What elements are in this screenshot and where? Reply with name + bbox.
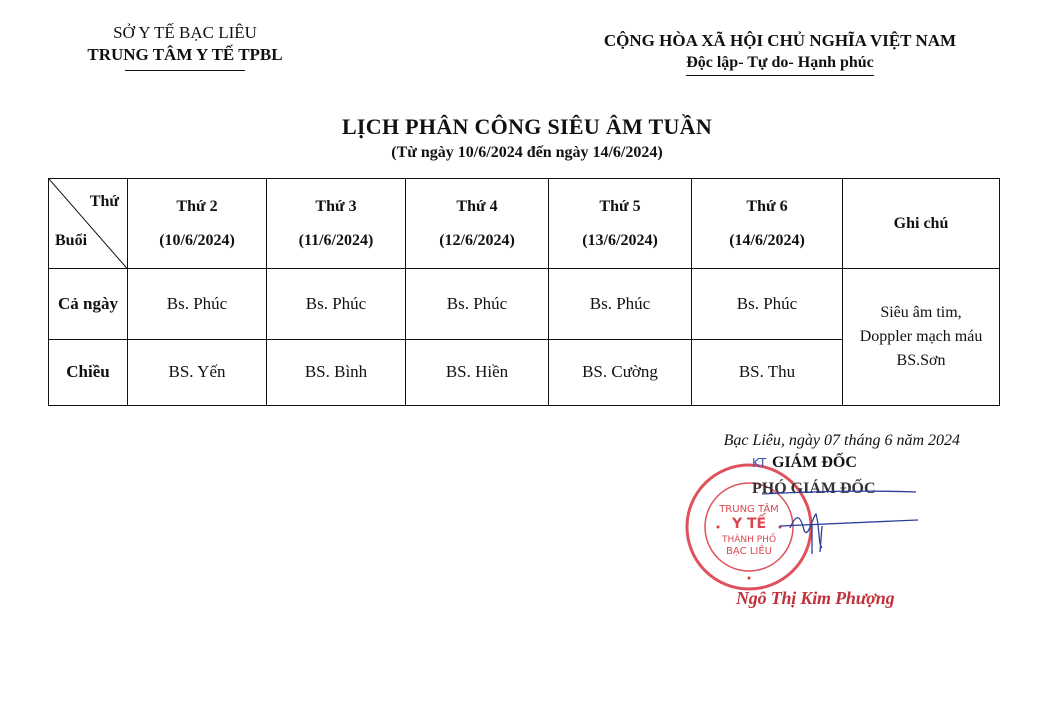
schedule-cell: Bs. Phúc: [406, 269, 549, 339]
day-name: Thứ 2: [176, 197, 218, 215]
schedule-cell: Bs. Phúc: [128, 269, 267, 339]
header-left-rule: [125, 70, 245, 71]
seal-line-4: BẠC LIÊU: [725, 546, 773, 557]
day-date: (10/6/2024): [159, 231, 235, 249]
director-title: GIÁM ĐỐC: [772, 454, 857, 471]
schedule-cell: BS. Cường: [549, 339, 692, 405]
schedule-cell: BS. Thu: [692, 339, 843, 405]
schedule-table: [48, 178, 1000, 406]
note-header: Ghi chú: [843, 179, 1000, 269]
day-header: [549, 179, 692, 269]
schedule-cell: Bs. Phúc: [549, 269, 692, 339]
day-date: (13/6/2024): [582, 231, 658, 249]
table-header-row: [49, 179, 1000, 269]
document-title: LỊCH PHÂN CÔNG SIÊU ÂM TUẦN: [341, 114, 713, 139]
schedule-cell: BS. Yến: [128, 339, 267, 405]
note-line: BS.Sơn: [896, 352, 946, 370]
national-title: CỘNG HÒA XÃ HỘI CHỦ NGHĨA VIỆT NAM: [603, 31, 957, 50]
seal-line-1: TRUNG TÂM: [719, 504, 779, 515]
corner-session-label: Buổi: [55, 232, 88, 250]
day-date: (14/6/2024): [729, 231, 805, 249]
session-label: Cả ngày: [49, 269, 128, 339]
note-cell: [843, 269, 1000, 406]
day-name: Thứ 5: [599, 197, 641, 215]
schedule-cell: Bs. Phúc: [267, 269, 406, 339]
seal-line-3: THÀNH PHỐ: [721, 535, 777, 545]
day-header: [267, 179, 406, 269]
schedule-cell: BS. Bình: [267, 339, 406, 405]
header-right: [560, 30, 1000, 76]
session-label: Chiều: [49, 339, 128, 405]
document-subtitle: (Từ ngày 10/6/2024 đến ngày 14/6/2024): [391, 144, 663, 161]
day-header: [406, 179, 549, 269]
agency-name: SỞ Y TẾ BẠC LIÊU: [113, 23, 257, 42]
handwritten-signature: [760, 478, 920, 558]
note-line: Doppler mạch máu: [859, 328, 983, 346]
seal-line-2: Y TẾ: [731, 516, 767, 532]
signer-name: Ngô Thị Kim Phượng: [736, 588, 895, 608]
table-row: [49, 269, 1000, 339]
day-header: [692, 179, 843, 269]
header-left: [40, 22, 330, 71]
national-motto: Độc lập- Tự do- Hạnh phúc: [686, 52, 874, 76]
day-header: [128, 179, 267, 269]
note-line: Siêu âm tim,: [880, 304, 962, 322]
day-name: Thứ 6: [746, 197, 788, 215]
day-date: (11/6/2024): [298, 231, 374, 249]
day-date: (12/6/2024): [439, 231, 515, 249]
kt-mark: KT: [752, 456, 767, 470]
corner-cell: [49, 179, 128, 269]
schedule-cell: BS. Hiền: [406, 339, 549, 405]
corner-day-label: Thứ: [89, 193, 119, 210]
vice-director-title: PHÓ GIÁM ĐỐC: [752, 480, 876, 497]
day-name: Thứ 3: [315, 197, 357, 215]
unit-name: TRUNG TÂM Y TẾ TPBL: [87, 45, 283, 64]
schedule-cell: Bs. Phúc: [692, 269, 843, 339]
day-name: Thứ 4: [456, 197, 498, 215]
place-date: Bạc Liêu, ngày 07 tháng 6 năm 2024: [723, 432, 960, 449]
